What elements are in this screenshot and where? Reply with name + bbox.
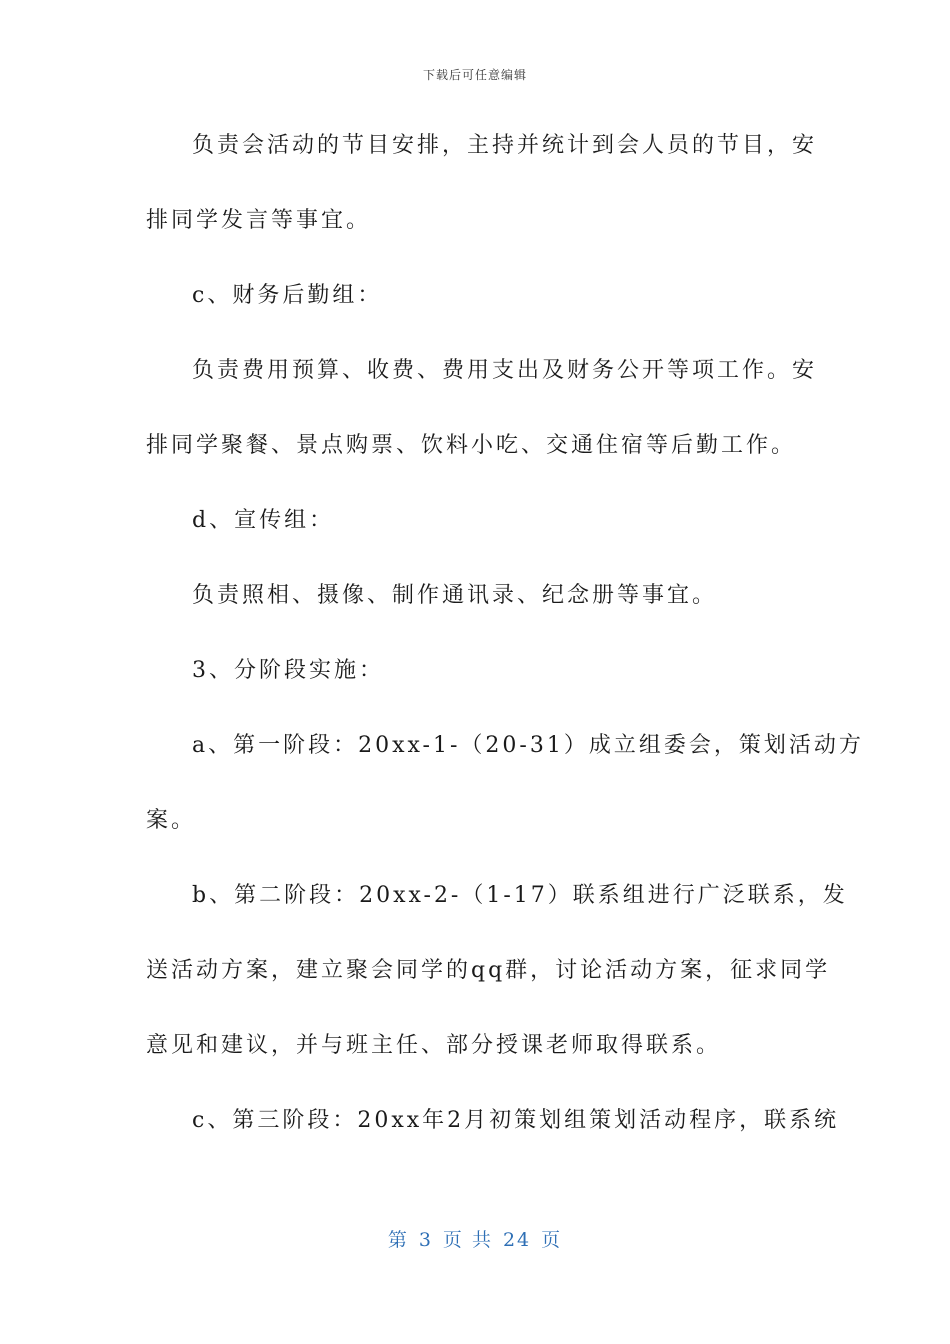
section-heading: c、财务后勤组： (192, 283, 383, 308)
section-heading: 3、分阶段实施： (192, 658, 384, 683)
paragraph-line: 案。 (146, 808, 197, 833)
paragraph-line: 送活动方案，建立聚会同学的qq群，讨论活动方案，征求同学 (146, 958, 831, 983)
paragraph-line: b、第二阶段：20xx-2-（1-17）联系组进行广泛联系，发 (192, 883, 848, 908)
paragraph-line: c、第三阶段：20xx年2月初策划组策划活动程序，联系统 (192, 1108, 840, 1133)
page-middle: 页 共 (442, 1229, 493, 1251)
page-prefix: 第 (387, 1229, 409, 1251)
page-footer (0, 1225, 950, 1252)
page-number: 3 (418, 1229, 433, 1251)
paragraph-line: a、第一阶段：20xx-1-（20-31）成立组委会，策划活动方 (192, 733, 864, 758)
paragraph-line: 意见和建议，并与班主任、部分授课老师取得联系。 (146, 1033, 722, 1058)
paragraph-line: 负责费用预算、收费、费用支出及财务公开等项工作。安 (192, 358, 818, 383)
paragraph-line: 负责照相、摄像、制作通讯录、纪念册等事宜。 (192, 583, 718, 608)
page-suffix: 页 (541, 1229, 563, 1251)
page-total: 24 (502, 1229, 532, 1251)
section-heading: d、宣传组： (192, 508, 335, 533)
page-header: 下载后可任意编辑 (422, 68, 527, 82)
paragraph-line: 排同学聚餐、景点购票、饮料小吃、交通住宿等后勤工作。 (146, 433, 797, 458)
paragraph-line: 排同学发言等事宜。 (146, 208, 372, 233)
paragraph-line: 负责会活动的节目安排，主持并统计到会人员的节目，安 (192, 133, 818, 158)
document-body (146, 122, 864, 1172)
